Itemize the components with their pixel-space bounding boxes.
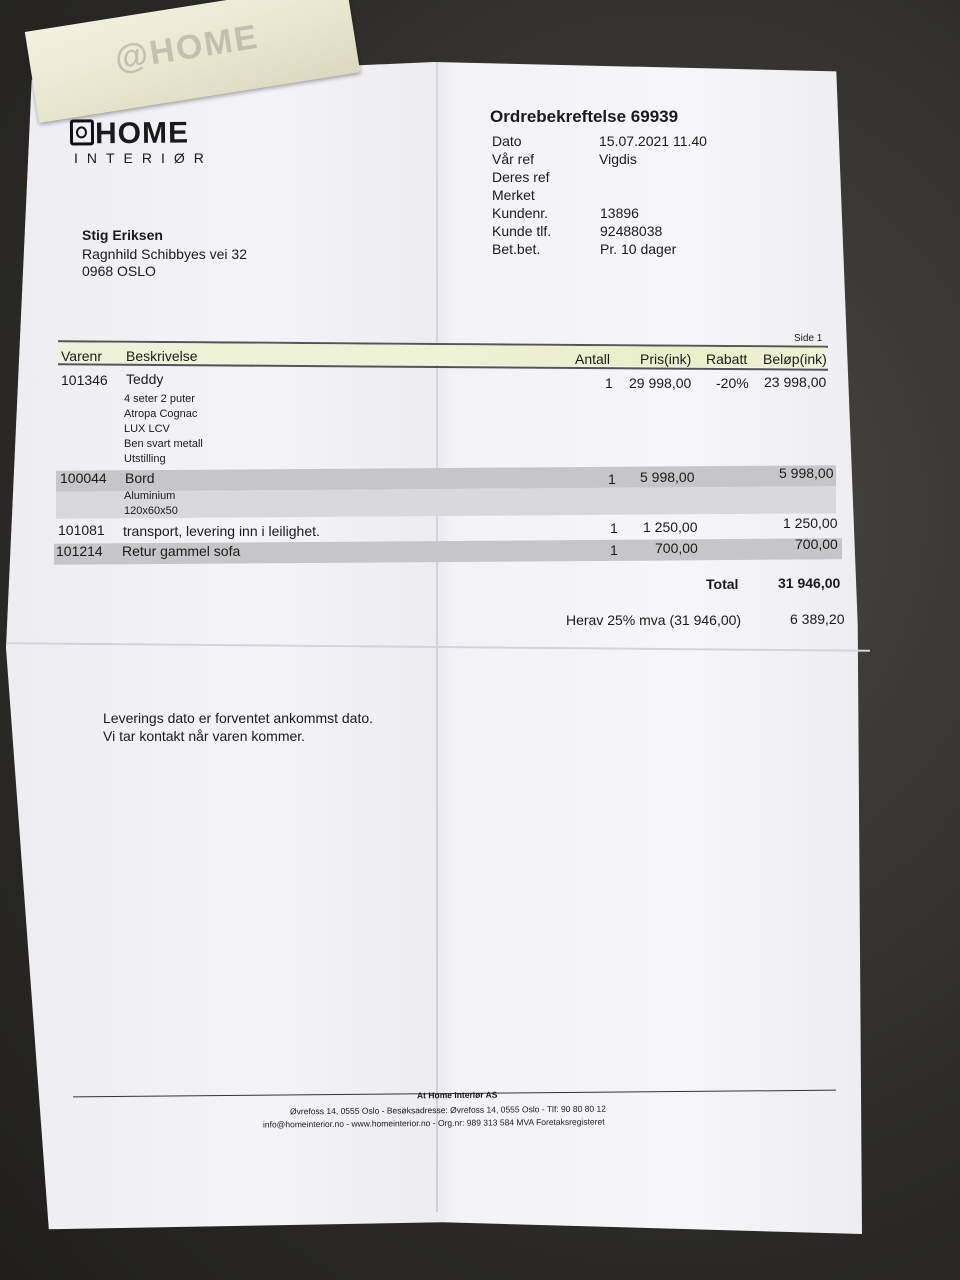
row2-description: Bord	[125, 470, 155, 486]
field-label-merket: Merket	[492, 187, 535, 203]
field-value-var-ref: Vigdis	[599, 151, 637, 167]
row2-pris: 5 998,00	[640, 469, 695, 485]
tape-logo-text: @HOME	[112, 17, 262, 78]
customer-city: 0968 OSLO	[82, 263, 156, 279]
row3-antall: 1	[610, 520, 618, 536]
col-header-rabatt: Rabatt	[706, 351, 748, 367]
row1-antall: 1	[605, 375, 613, 391]
document-title: Ordrebekreftelse 69939	[490, 107, 679, 126]
customer-street: Ragnhild Schibbyes vei 32	[82, 246, 247, 262]
field-label-deres-ref: Deres ref	[492, 169, 550, 185]
row1-pris: 29 998,00	[629, 375, 692, 391]
brand-logo	[70, 116, 189, 151]
row2-detail: Aluminium	[124, 490, 176, 502]
total-value: 31 946,00	[778, 575, 841, 591]
field-value-dato: 15.07.2021 11.40	[599, 133, 707, 149]
row3-belop: 1 250,00	[783, 515, 838, 531]
field-label-var-ref: Vår ref	[492, 151, 535, 167]
page-number: Side 1	[794, 333, 823, 344]
row1-detail: 4 seter 2 puter	[124, 393, 195, 405]
row3-description: transport, levering inn i leilighet.	[123, 523, 320, 539]
row1-rabatt: -20%	[716, 375, 749, 391]
col-header-belop: Beløp(ink)	[763, 351, 827, 367]
total-label: Total	[706, 576, 739, 592]
col-header-pris: Pris(ink)	[640, 351, 692, 367]
row4-description: Retur gammel sofa	[122, 543, 241, 559]
footer-contact: info@homeinterior.no - www.homeinterior.no - Org.nr: 989 313 584 MVA Foretaksregisteret	[262, 1116, 605, 1130]
col-header-varenr: Varenr	[61, 348, 102, 364]
row1-detail: LUX LCV	[124, 423, 170, 435]
row1-varenr: 101346	[61, 372, 108, 388]
brand-subtitle: INTERIØR	[74, 150, 213, 166]
row1-detail: Utstilling	[124, 453, 166, 465]
vat-value: 6 389,20	[790, 611, 845, 627]
vat-label: Herav 25% mva (31 946,00)	[566, 612, 742, 628]
field-value-kundenr: 13896	[600, 205, 639, 221]
row1-description: Teddy	[126, 371, 164, 387]
field-value-bet-bet: Pr. 10 dager	[600, 241, 677, 257]
row3-pris: 1 250,00	[643, 519, 698, 535]
footer-company: At Home Interiør AS	[416, 1089, 498, 1101]
footer-address: Øvrefoss 14, 0555 Oslo - Besøksadresse: Øvrefoss 14, 0555 Oslo - Tlf: 90 80 80 12	[289, 1103, 606, 1117]
row1-detail: Atropa Cognac	[124, 408, 198, 420]
row4-antall: 1	[610, 542, 618, 558]
row3-varenr: 101081	[58, 522, 105, 538]
field-label-kunde-tlf: Kunde tlf.	[492, 223, 552, 239]
row1-detail: Ben svart metall	[124, 438, 203, 450]
row2-belop: 5 998,00	[779, 465, 834, 481]
row1-belop: 23 998,00	[764, 374, 827, 390]
row2-antall: 1	[608, 471, 616, 487]
row4-varenr: 101214	[56, 543, 103, 559]
col-header-antall: Antall	[575, 351, 611, 367]
customer-name: Stig Eriksen	[82, 227, 163, 243]
field-label-dato: Dato	[492, 133, 522, 149]
field-label-kundenr: Kundenr.	[492, 205, 549, 221]
delivery-note-line1: Leverings dato er forventet ankommst dato.	[103, 710, 374, 726]
brand-name: HOME	[94, 116, 190, 151]
col-header-beskrivelse: Beskrivelse	[126, 348, 198, 364]
field-label-bet-bet: Bet.bet.	[492, 241, 541, 257]
at-logo-icon	[70, 119, 94, 145]
field-value-kunde-tlf: 92488038	[600, 223, 663, 239]
row2-detail: 120x60x50	[124, 505, 178, 517]
delivery-note-line2: Vi tar kontakt når varen kommer.	[103, 728, 306, 744]
row4-belop: 700,00	[795, 536, 838, 552]
row4-pris: 700,00	[655, 540, 698, 556]
row2-varenr: 100044	[60, 470, 107, 486]
